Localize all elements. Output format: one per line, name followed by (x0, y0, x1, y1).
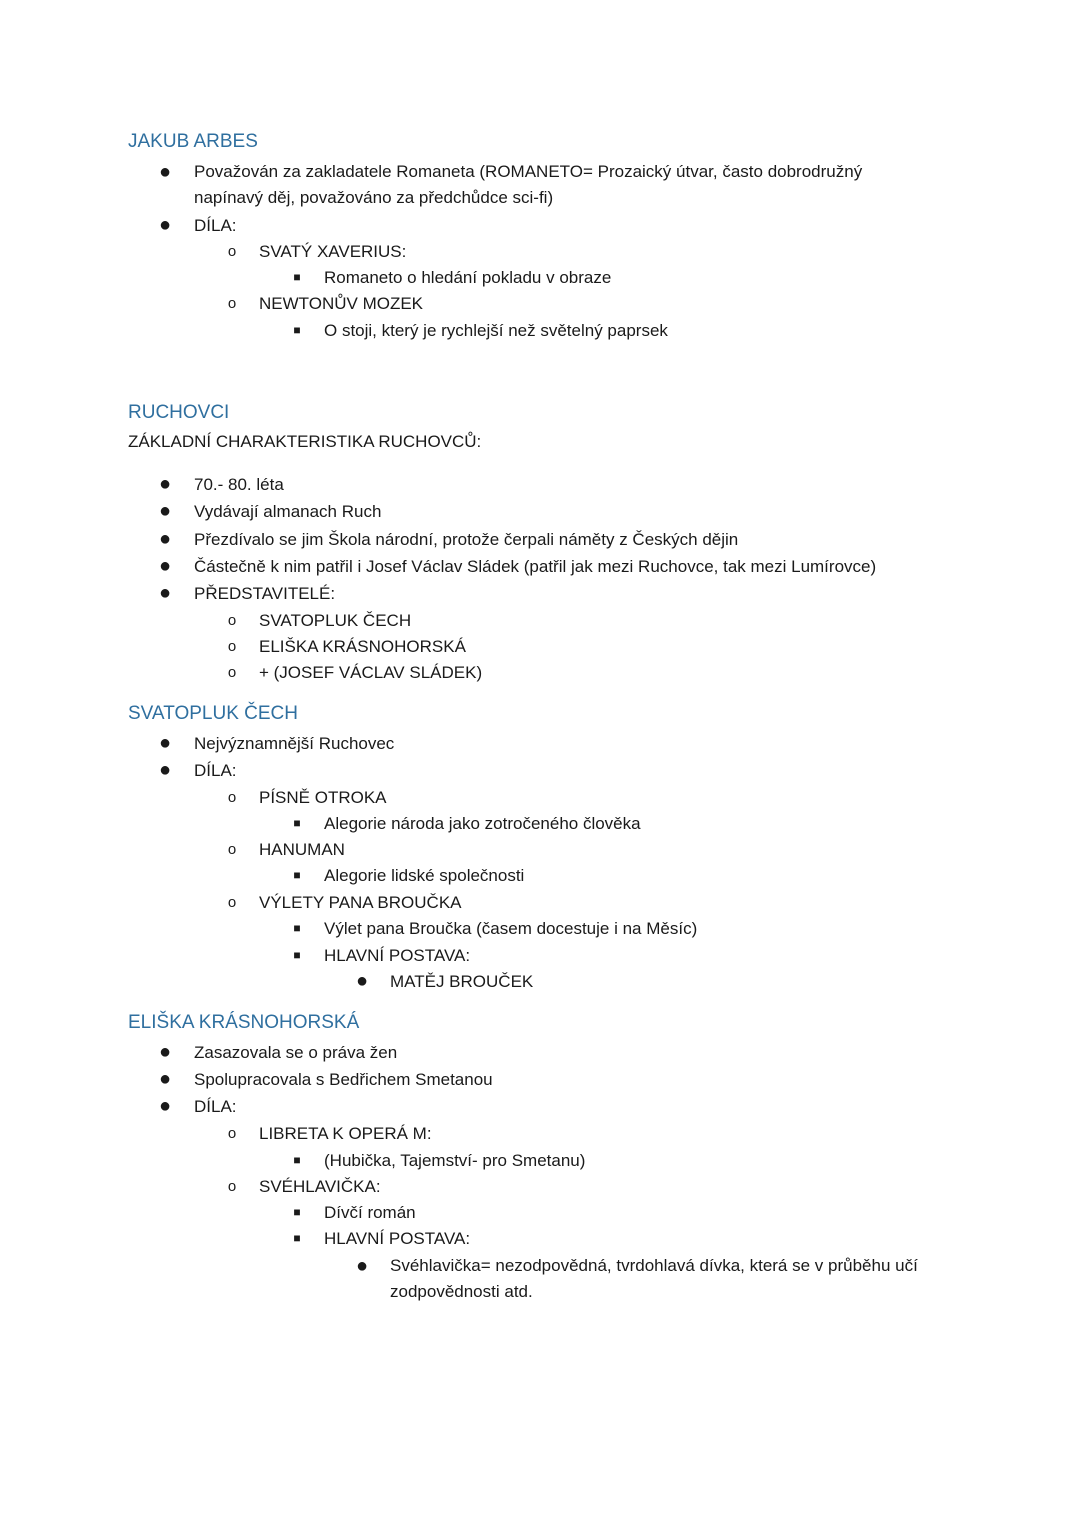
list-item-text: O stoji, který je rychlejší než světelný paprsek (324, 321, 668, 340)
list-item-text: Považován za zakladatele Romaneta (ROMANETO= Prozaický útvar, často dobrodružný napínavý děj, považováno za předchůdce sci-fi) (194, 162, 863, 207)
list-item-text: Zasazovala se o práva žen (194, 1043, 398, 1062)
list-item-text: HANUMAN (259, 840, 345, 859)
bullet-square: ■ (293, 323, 301, 337)
bullet-disc: ● (158, 1068, 172, 1090)
subheading-characteristics: ZÁKLADNÍ CHARAKTERISTIKA RUCHOVCŮ: (128, 432, 482, 451)
list-item-text: MATĚJ BROUČEK (390, 972, 534, 991)
bullet-disc: ● (158, 161, 172, 183)
bullet-disc: ● (158, 473, 172, 495)
bullet-square: ■ (293, 1231, 301, 1245)
bullet-circle: o (227, 243, 237, 260)
heading-jakub-arbes: JAKUB ARBES (128, 131, 258, 152)
list-item-text: Spolupracovala s Bedřichem Smetanou (194, 1070, 493, 1089)
bullet-circle: o (227, 894, 237, 911)
bullet-square: ■ (293, 921, 301, 935)
heading-eliska-krasnohorska: ELIŠKA KRÁSNOHORSKÁ (128, 1012, 360, 1033)
bullet-disc: ● (158, 759, 172, 781)
bullet-square: ■ (293, 816, 301, 830)
list-item-text: SVATÝ XAVERIUS: (259, 242, 407, 261)
list-item-text: DÍLA: (194, 216, 237, 235)
bullet-disc: ● (355, 970, 369, 992)
list-item-text: HLAVNÍ POSTAVA: (324, 1229, 471, 1248)
bullet-square: ■ (293, 868, 301, 882)
list-item-text: Alegorie národa jako zotročeného člověka (324, 814, 641, 833)
bullet-circle: o (227, 841, 237, 858)
list-item-text: SVATOPLUK ČECH (259, 611, 412, 630)
heading-ruchovci: RUCHOVCI (128, 402, 230, 423)
bullet-square: ■ (293, 1153, 301, 1167)
list-item-text: Svéhlavička= nezodpovědná, tvrdohlavá dívka, která se v průběhu učí zodpovědnosti atd. (390, 1256, 918, 1301)
list-item-text: PÍSNĚ OTROKA (259, 788, 387, 807)
bullet-disc: ● (158, 1095, 172, 1117)
list-item-text: Nejvýznamnější Ruchovec (194, 734, 395, 753)
bullet-circle: o (227, 789, 237, 806)
bullet-square: ■ (293, 1205, 301, 1219)
list-item-text: Dívčí román (324, 1203, 416, 1222)
list-item-text: HLAVNÍ POSTAVA: (324, 946, 471, 965)
bullet-disc: ● (158, 1041, 172, 1063)
heading-svatopluk-cech: SVATOPLUK ČECH (128, 703, 298, 724)
list-item-text: Výlet pana Broučka (časem docestuje i na Měsíc) (324, 919, 698, 938)
list-item-text: LIBRETA K OPERÁ M: (259, 1124, 432, 1143)
bullet-circle: o (227, 612, 237, 629)
list-item-text: VÝLETY PANA BROUČKA (259, 893, 462, 912)
bullet-disc: ● (355, 1255, 369, 1277)
bullet-circle: o (227, 1178, 237, 1195)
bullet-square: ■ (293, 948, 301, 962)
list-item-text: (Hubička, Tajemství- pro Smetanu) (324, 1151, 586, 1170)
list-item-text: PŘEDSTAVITELÉ: (194, 584, 336, 603)
bullet-disc: ● (158, 528, 172, 550)
bullet-square: ■ (293, 270, 301, 284)
list-item-text: ELIŠKA KRÁSNOHORSKÁ (259, 637, 466, 656)
list-item-text: DÍLA: (194, 761, 237, 780)
bullet-disc: ● (158, 732, 172, 754)
list-item-text: Přezdívalo se jim Škola národní, protože čerpali náměty z Českých dějin (194, 530, 739, 549)
list-item-text: Vydávají almanach Ruch (194, 502, 382, 521)
list-item-text: SVÉHLAVIČKA: (259, 1177, 381, 1196)
bullet-circle: o (227, 1125, 237, 1142)
bullet-disc: ● (158, 500, 172, 522)
bullet-circle: o (227, 638, 237, 655)
list-item-text: NEWTONŮV MOZEK (259, 294, 424, 313)
list-item-text: Alegorie lidské společnosti (324, 866, 525, 885)
list-item-text: Částečně k nim patřil i Josef Václav Sládek (patřil jak mezi Ruchovce, tak mezi Lumírovce) (194, 557, 877, 576)
list-item-text: DÍLA: (194, 1097, 237, 1116)
list-item-text: + (JOSEF VÁCLAV SLÁDEK) (259, 663, 483, 682)
list-item-text: Romaneto o hledání pokladu v obraze (324, 268, 612, 287)
bullet-disc: ● (158, 555, 172, 577)
bullet-circle: o (227, 295, 237, 312)
bullet-disc: ● (158, 582, 172, 604)
list-item-text: 70.- 80. léta (194, 475, 284, 494)
bullet-disc: ● (158, 214, 172, 236)
bullet-circle: o (227, 664, 237, 681)
